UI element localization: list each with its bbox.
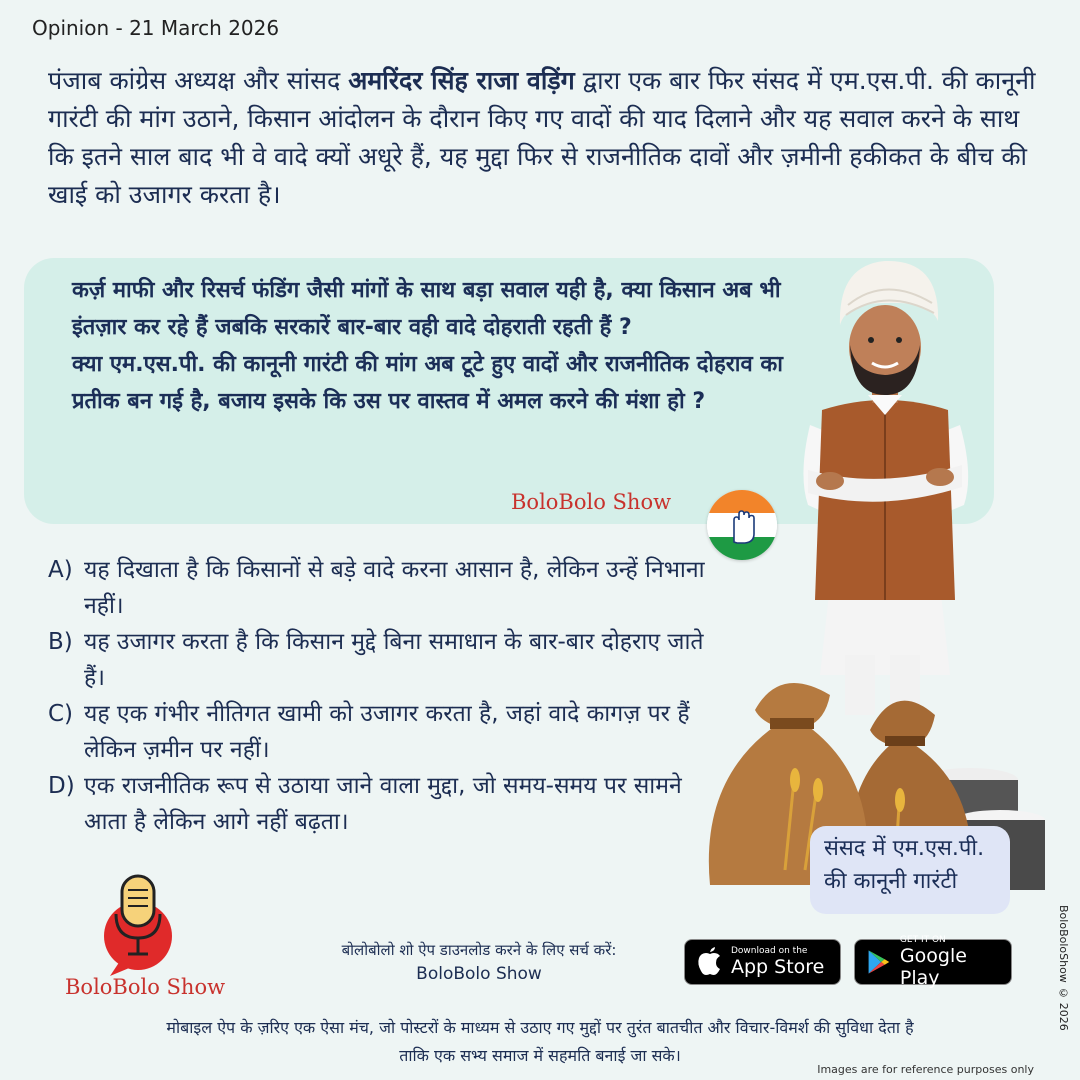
appstore-small-text: Download on the: [731, 946, 808, 956]
app-search-instructions: [296, 938, 662, 986]
option-letter: A): [48, 557, 73, 583]
watermark-brand: BoloBolo Show: [511, 490, 672, 514]
intro-text-before: पंजाब कांग्रेस अध्यक्ष और सांसद: [48, 66, 349, 95]
google-play-button[interactable]: [854, 935, 1012, 989]
reference-note: Images are for reference purposes only: [817, 1063, 1034, 1076]
gplay-big-text: Google Play: [899, 945, 967, 989]
question-text: [72, 272, 832, 420]
google-play-icon: [865, 946, 892, 978]
option-letter: D): [48, 773, 75, 799]
intro-text-after: द्वारा एक बार फिर संसद में एम.एस.पी. की कानूनी गारंटी की मांग उठाने, किसान आंदोलन के दौरान किए गए वादों की याद दिलाने और यह सवाल करने के साथ कि इतने साल बाद भी वे वादे क्यों अधूरे हैं, यह मुद्दा फिर से राजनीतिक दावों और ज़मीनी हकीकत के बीच की खाई को उजागर करता है।: [48, 66, 1036, 209]
question-line-1: कर्ज़ माफी और रिसर्च फंडिंग जैसी मांगों के साथ बड़ा सवाल यही है, क्या किसान अब भी इंतज़ार कर रहे हैं जबकि सरकारें बार-बार वही वादे दोहराती रहती हैं ?: [72, 278, 781, 340]
vertical-copyright: BoloBoloShow © 2026: [1057, 905, 1070, 1031]
party-logo-icon: [707, 490, 777, 560]
politician-illustration: [790, 255, 980, 715]
search-line-1: बोलोबोलो शो ऐप डाउनलोड करने के लिए सर्च करें:: [341, 941, 617, 959]
footer-text: [0, 1014, 1080, 1070]
option-d[interactable]: [48, 768, 728, 840]
apple-icon: [695, 946, 725, 978]
option-c[interactable]: [48, 696, 728, 768]
gplay-small-text: GET IT ON: [899, 935, 946, 945]
option-letter: B): [48, 629, 73, 655]
intro-paragraph: [48, 62, 1048, 214]
answer-options: [48, 552, 728, 840]
microphone-logo-icon: [100, 866, 180, 976]
option-text: एक राजनीतिक रूप से उठाया जाने वाला मुद्दा, जो समय-समय पर सामने आता है लेकिन आगे नहीं बढ़ता।: [84, 773, 682, 835]
search-line-2: BoloBolo Show: [416, 964, 542, 984]
option-a[interactable]: [48, 552, 728, 624]
option-text: यह उजागर करता है कि किसान मुद्दे बिना समाधान के बार-बार दोहराए जाते हैं।: [84, 629, 704, 691]
intro-highlight-name: अमरिंदर सिंह राजा वड़िंग: [348, 66, 575, 95]
app-store-button[interactable]: [684, 939, 841, 985]
footer-line-2: ताकि एक सभ्य समाज में सहमति बनाई जा सके।: [399, 1046, 681, 1065]
question-line-2: क्या एम.एस.पी. की कानूनी गारंटी की मांग अब टूटे हुए वादों और राजनीतिक दोहराव का प्रतीक बन गई है, बजाय इसके कि उस पर वास्तव में अमल करने की मंशा हो ?: [72, 352, 783, 414]
brand-name: BoloBolo Show: [65, 975, 226, 999]
option-text: यह दिखाता है कि किसानों से बड़े वादे करना आसान है, लेकिन उन्हें निभाना नहीं।: [84, 557, 705, 619]
option-letter: C): [48, 701, 74, 727]
option-b[interactable]: [48, 624, 728, 696]
date-label: Opinion - 21 March 2026: [32, 16, 280, 40]
appstore-big-text: App Store: [731, 956, 825, 978]
footer-line-1: मोबाइल ऐप के ज़रिए एक ऐसा मंच, जो पोस्टरों के माध्यम से उठाए गए मुद्दों पर तुरंत बातचीत और विचार-विमर्श की सुविधा देता है: [166, 1018, 914, 1037]
option-text: यह एक गंभीर नीतिगत खामी को उजागर करता है, जहां वादे कागज़ पर हैं लेकिन ज़मीन पर नहीं।: [84, 701, 690, 763]
msp-label-badge: संसद में एम.एस.पी. की कानूनी गारंटी: [810, 826, 1010, 914]
